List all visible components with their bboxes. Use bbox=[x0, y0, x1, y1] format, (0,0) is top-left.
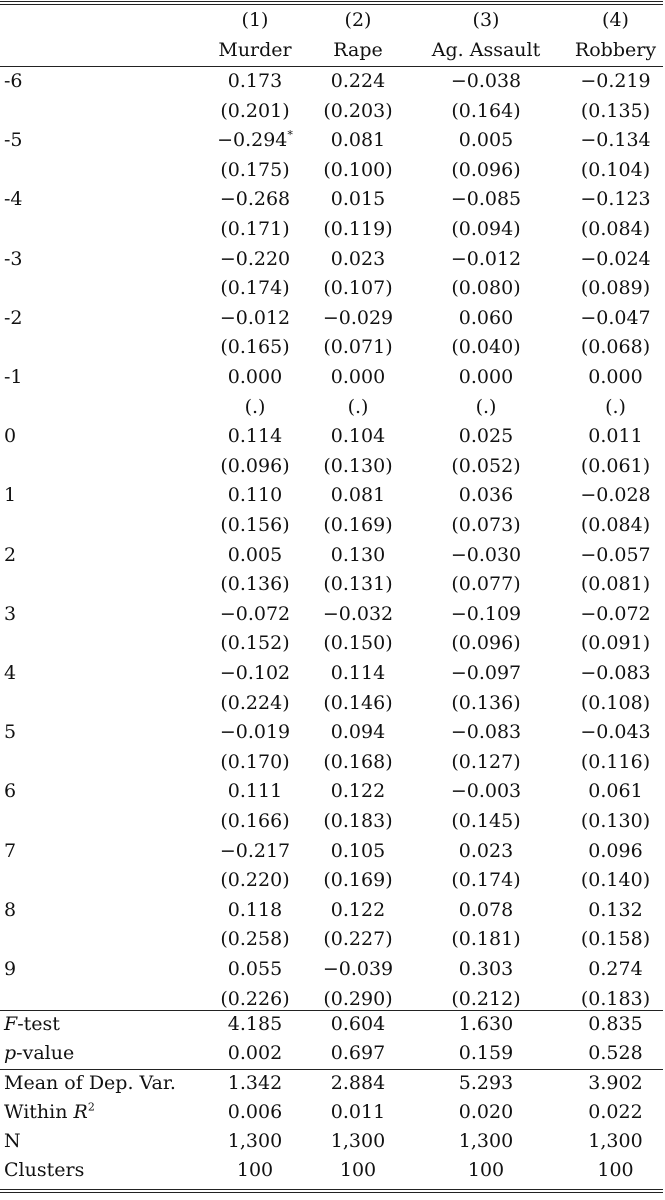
std-error-cell: (0.130) bbox=[323, 454, 393, 477]
coefficient-cell: −0.012 bbox=[219, 306, 291, 329]
coefficient-cell: −0.024 bbox=[580, 247, 651, 270]
event-time-label: -2 bbox=[4, 306, 23, 329]
std-error-cell: (0.158) bbox=[580, 928, 651, 951]
mean-dep-var-row bbox=[0, 1069, 665, 1098]
coefficient-row bbox=[0, 304, 665, 333]
stat-value: 100 bbox=[339, 1159, 377, 1181]
event-time-label: -3 bbox=[4, 247, 23, 270]
std-error-cell: (0.224) bbox=[220, 691, 290, 714]
event-time-label: -4 bbox=[4, 188, 23, 211]
std-error-row bbox=[0, 629, 665, 658]
clusters-row bbox=[0, 1156, 665, 1185]
std-error-cell: (0.258) bbox=[220, 928, 290, 951]
std-error-cell: (0.170) bbox=[220, 750, 290, 773]
coefficient-cell: −0.083 bbox=[580, 662, 651, 684]
std-error-cell: (0.201) bbox=[220, 99, 290, 122]
stat-value: 100 bbox=[597, 1159, 634, 1181]
std-error-cell: (0.130) bbox=[580, 810, 651, 832]
coefficient-row bbox=[0, 659, 665, 688]
coefficient-cell: 0.118 bbox=[227, 898, 283, 921]
stat-value: 1,300 bbox=[227, 1130, 283, 1152]
coefficient-cell: −0.123 bbox=[580, 188, 651, 211]
std-error-cell: (0.094) bbox=[451, 218, 521, 240]
col-number: (3) bbox=[472, 9, 500, 31]
stat-value: 1,300 bbox=[458, 1130, 514, 1152]
std-error-cell: (0.174) bbox=[451, 869, 521, 892]
coefficient-cell: 0.274 bbox=[588, 958, 643, 980]
coefficient-cell: −0.268 bbox=[219, 188, 291, 211]
header-names-row bbox=[0, 36, 665, 65]
std-error-row bbox=[0, 511, 665, 540]
event-time-label: 9 bbox=[4, 958, 17, 980]
std-error-cell: (0.080) bbox=[451, 277, 521, 300]
stat-value: 1.342 bbox=[227, 1072, 283, 1094]
coefficient-row bbox=[0, 481, 665, 510]
bottom-rule-2 bbox=[0, 1192, 663, 1193]
coefficient-cell: −0.134 bbox=[580, 129, 651, 152]
coefficient-cell: 0.000 bbox=[588, 366, 643, 388]
coefficient-cell: 0.105 bbox=[330, 839, 386, 862]
coefficient-cell: 0.023 bbox=[458, 839, 514, 862]
std-error-cell: (0.146) bbox=[323, 691, 393, 714]
header-numbers-row bbox=[0, 6, 665, 35]
std-error-row bbox=[0, 570, 665, 599]
std-error-cell: (0.168) bbox=[323, 750, 393, 773]
event-time-label: 0 bbox=[4, 425, 17, 448]
std-error-cell: (0.166) bbox=[220, 810, 290, 832]
coefficient-cell: −0.219 bbox=[580, 70, 651, 92]
coefficient-cell: 0.011 bbox=[588, 425, 643, 448]
coefficient-cell: −0.220 bbox=[219, 247, 291, 270]
std-error-cell: (0.136) bbox=[451, 691, 521, 714]
coefficient-cell: 0.023 bbox=[330, 247, 386, 270]
col-name: Rape bbox=[333, 39, 383, 61]
std-error-cell: (0.073) bbox=[451, 514, 521, 536]
std-error-cell: (0.165) bbox=[220, 336, 290, 359]
coefficient-cell: 0.122 bbox=[330, 780, 386, 803]
std-error-cell: (0.096) bbox=[451, 158, 521, 181]
col-name: Ag. Assault bbox=[431, 39, 541, 61]
std-error-cell: (0.169) bbox=[323, 514, 393, 536]
coefficient-row bbox=[0, 363, 665, 392]
row-label: Within $R^2$ bbox=[4, 1100, 95, 1123]
col-number: (4) bbox=[602, 9, 629, 31]
event-time-label: -1 bbox=[4, 366, 23, 388]
row-label: N bbox=[4, 1130, 21, 1152]
within-r2-row bbox=[0, 1098, 665, 1127]
std-error-cell: (0.212) bbox=[451, 987, 521, 1010]
std-error-cell: (0.100) bbox=[323, 158, 393, 181]
coefficient-cell: 0.025 bbox=[458, 425, 514, 448]
std-error-row bbox=[0, 748, 665, 777]
std-error-cell: (0.040) bbox=[451, 336, 521, 359]
coefficient-cell: −0.038 bbox=[450, 70, 522, 92]
stat-value: 100 bbox=[236, 1159, 274, 1181]
std-error-cell: (0.175) bbox=[220, 158, 290, 181]
event-time-label: 4 bbox=[4, 662, 17, 684]
std-error-cell: (0.096) bbox=[220, 454, 290, 477]
coefficient-row bbox=[0, 185, 665, 214]
stat-value: 3.902 bbox=[588, 1072, 643, 1094]
std-error-cell: (.) bbox=[244, 395, 266, 418]
stat-value: 0.835 bbox=[588, 1013, 643, 1035]
coefficient-cell: 0.061 bbox=[588, 780, 643, 803]
event-time-label: 7 bbox=[4, 839, 17, 862]
std-error-row bbox=[0, 452, 665, 481]
std-error-row bbox=[0, 333, 665, 362]
coefficient-cell: −0.072 bbox=[219, 602, 291, 625]
coefficient-cell: 0.114 bbox=[330, 662, 386, 684]
std-error-cell: (0.081) bbox=[580, 573, 651, 596]
std-error-cell: (.) bbox=[475, 395, 497, 418]
coefficient-cell: 0.055 bbox=[227, 958, 283, 980]
row-label: p-value bbox=[4, 1042, 75, 1064]
bottom-rule-1 bbox=[0, 1189, 663, 1190]
std-error-cell: (0.084) bbox=[580, 514, 651, 536]
stat-value: 0.006 bbox=[227, 1101, 283, 1123]
std-error-cell: (0.150) bbox=[323, 632, 393, 655]
std-error-cell: (0.145) bbox=[451, 810, 521, 832]
std-error-cell: (0.084) bbox=[580, 218, 651, 240]
std-error-cell: (0.107) bbox=[323, 277, 393, 300]
coefficient-cell: 0.081 bbox=[330, 484, 386, 507]
coefficient-row bbox=[0, 422, 665, 451]
coefficient-cell: 0.000 bbox=[330, 366, 386, 388]
col-name: Murder bbox=[218, 39, 292, 61]
coefficient-cell: −0.083 bbox=[450, 721, 522, 744]
std-error-cell: (0.203) bbox=[323, 99, 393, 122]
stat-value: 0.159 bbox=[458, 1042, 514, 1064]
std-error-cell: (0.077) bbox=[451, 573, 521, 596]
coefficient-cell: −0.003 bbox=[450, 780, 522, 803]
stat-value: 1,300 bbox=[588, 1130, 643, 1152]
event-time-label: -5 bbox=[4, 129, 23, 152]
col-name: Robbery bbox=[574, 39, 657, 61]
coefficient-cell: 0.173 bbox=[227, 70, 283, 92]
std-error-row bbox=[0, 97, 665, 126]
std-error-cell: (.) bbox=[347, 395, 369, 418]
event-time-label: 6 bbox=[4, 780, 17, 803]
stat-value: 0.011 bbox=[330, 1101, 386, 1123]
event-time-label: 2 bbox=[4, 543, 17, 566]
coefficient-cell: 0.303 bbox=[458, 958, 514, 980]
coefficient-cell: −0.294* bbox=[217, 128, 293, 152]
std-error-cell: (0.181) bbox=[451, 928, 521, 951]
std-error-cell: (0.068) bbox=[580, 336, 651, 359]
std-error-row bbox=[0, 807, 665, 836]
coefficient-row bbox=[0, 777, 665, 806]
row-label: F-test bbox=[4, 1013, 60, 1035]
std-error-cell: (0.104) bbox=[580, 158, 651, 181]
event-time-label: 5 bbox=[4, 721, 17, 744]
std-error-cell: (0.089) bbox=[580, 277, 651, 300]
event-time-label: 8 bbox=[4, 898, 17, 921]
coefficient-row bbox=[0, 600, 665, 629]
coefficient-cell: −0.028 bbox=[580, 484, 651, 507]
std-error-row bbox=[0, 689, 665, 718]
coefficient-cell: −0.109 bbox=[450, 602, 522, 625]
std-error-row bbox=[0, 215, 665, 244]
std-error-cell: (0.220) bbox=[220, 869, 290, 892]
std-error-cell: (0.096) bbox=[451, 632, 521, 655]
f-test-row bbox=[0, 1010, 665, 1039]
std-error-cell: (0.136) bbox=[220, 573, 290, 596]
coefficient-cell: −0.019 bbox=[219, 721, 291, 744]
top-rule-1 bbox=[0, 1, 663, 2]
stat-value: 0.020 bbox=[458, 1101, 514, 1123]
coefficient-cell: −0.217 bbox=[219, 839, 291, 862]
coefficient-row bbox=[0, 837, 665, 866]
std-error-cell: (0.183) bbox=[323, 810, 393, 832]
std-error-cell: (0.119) bbox=[323, 218, 393, 240]
stat-value: 0.022 bbox=[588, 1101, 643, 1123]
coefficient-row bbox=[0, 541, 665, 570]
std-error-cell: (0.169) bbox=[323, 869, 393, 892]
std-error-cell: (0.116) bbox=[580, 750, 651, 773]
coefficient-cell: −0.029 bbox=[322, 306, 394, 329]
std-error-cell: (0.290) bbox=[323, 987, 393, 1010]
coefficient-cell: −0.085 bbox=[450, 188, 522, 211]
std-error-cell: (0.227) bbox=[323, 928, 393, 951]
row-label: Clusters bbox=[4, 1159, 85, 1181]
coefficient-cell: 0.015 bbox=[330, 188, 386, 211]
stat-value: 0.002 bbox=[227, 1042, 283, 1064]
coefficient-cell: 0.110 bbox=[227, 484, 283, 507]
coefficient-cell: −0.102 bbox=[219, 662, 291, 684]
coefficient-cell: 0.081 bbox=[330, 129, 386, 152]
std-error-cell: (0.061) bbox=[580, 454, 651, 477]
std-error-cell: (0.140) bbox=[580, 869, 651, 892]
coefficient-cell: 0.224 bbox=[330, 70, 386, 92]
std-error-row bbox=[0, 156, 665, 185]
coefficient-row bbox=[0, 126, 665, 155]
coefficient-cell: 0.122 bbox=[330, 898, 386, 921]
coefficient-cell: 0.005 bbox=[227, 543, 283, 566]
std-error-cell: (0.226) bbox=[220, 987, 290, 1010]
std-error-row bbox=[0, 866, 665, 895]
std-error-cell: (0.174) bbox=[220, 277, 290, 300]
stat-value: 4.185 bbox=[227, 1013, 283, 1035]
coefficient-cell: 0.060 bbox=[458, 306, 514, 329]
std-error-row bbox=[0, 925, 665, 954]
std-error-cell: (0.108) bbox=[580, 691, 651, 714]
std-error-cell: (0.183) bbox=[580, 987, 651, 1010]
col-number: (2) bbox=[344, 9, 372, 31]
coefficient-cell: 0.111 bbox=[227, 780, 283, 803]
col-number: (1) bbox=[241, 9, 269, 31]
coefficient-row bbox=[0, 67, 665, 96]
coefficient-cell: 0.036 bbox=[458, 484, 514, 507]
std-error-cell: (0.164) bbox=[451, 99, 521, 122]
std-error-cell: (0.135) bbox=[580, 99, 651, 122]
coefficient-cell: −0.032 bbox=[322, 602, 394, 625]
coefficient-cell: 0.078 bbox=[458, 898, 514, 921]
coefficient-cell: 0.132 bbox=[588, 898, 643, 921]
event-time-label: -6 bbox=[4, 70, 23, 92]
std-error-cell: (0.071) bbox=[323, 336, 393, 359]
coefficient-row bbox=[0, 245, 665, 274]
coefficient-row bbox=[0, 896, 665, 925]
coefficient-cell: −0.097 bbox=[450, 662, 522, 684]
coefficient-cell: −0.012 bbox=[450, 247, 522, 270]
std-error-cell: (0.052) bbox=[451, 454, 521, 477]
coefficient-row bbox=[0, 955, 665, 984]
coefficient-cell: 0.114 bbox=[227, 425, 283, 448]
event-time-label: 3 bbox=[4, 602, 17, 625]
coefficient-cell: 0.096 bbox=[588, 839, 643, 862]
std-error-cell: (0.156) bbox=[220, 514, 290, 536]
std-error-row bbox=[0, 274, 665, 303]
std-error-row bbox=[0, 393, 665, 422]
stat-value: 0.697 bbox=[330, 1042, 386, 1064]
coefficient-cell: 0.000 bbox=[227, 366, 283, 388]
row-label: Mean of Dep. Var. bbox=[4, 1072, 176, 1094]
coefficient-cell: −0.047 bbox=[580, 306, 651, 329]
coefficient-cell: −0.057 bbox=[580, 543, 651, 566]
n-row bbox=[0, 1127, 665, 1156]
coefficient-cell: 0.130 bbox=[330, 543, 386, 566]
p-value-row bbox=[0, 1039, 665, 1068]
std-error-cell: (.) bbox=[605, 395, 626, 418]
coefficient-row bbox=[0, 718, 665, 747]
stat-value: 1,300 bbox=[330, 1130, 386, 1152]
stat-value: 2.884 bbox=[330, 1072, 386, 1094]
stat-value: 100 bbox=[467, 1159, 505, 1181]
coefficient-cell: 0.094 bbox=[330, 721, 386, 744]
coefficient-cell: 0.104 bbox=[330, 425, 386, 448]
coefficient-cell: −0.039 bbox=[322, 958, 394, 980]
std-error-cell: (0.171) bbox=[220, 218, 290, 240]
coefficient-cell: 0.005 bbox=[458, 129, 514, 152]
coefficient-cell: −0.043 bbox=[580, 721, 651, 744]
event-time-label: 1 bbox=[4, 484, 17, 507]
stat-value: 1.630 bbox=[458, 1013, 514, 1035]
coefficient-cell: 0.000 bbox=[458, 366, 514, 388]
stat-value: 0.528 bbox=[588, 1042, 643, 1064]
std-error-cell: (0.131) bbox=[323, 573, 393, 596]
stat-value: 5.293 bbox=[458, 1072, 514, 1094]
std-error-cell: (0.152) bbox=[220, 632, 290, 655]
top-rule-2 bbox=[0, 4, 663, 5]
coefficient-cell: −0.030 bbox=[450, 543, 522, 566]
std-error-cell: (0.091) bbox=[580, 632, 651, 655]
std-error-cell: (0.127) bbox=[451, 750, 521, 773]
coefficient-cell: −0.072 bbox=[580, 602, 651, 625]
stat-value: 0.604 bbox=[330, 1013, 386, 1035]
